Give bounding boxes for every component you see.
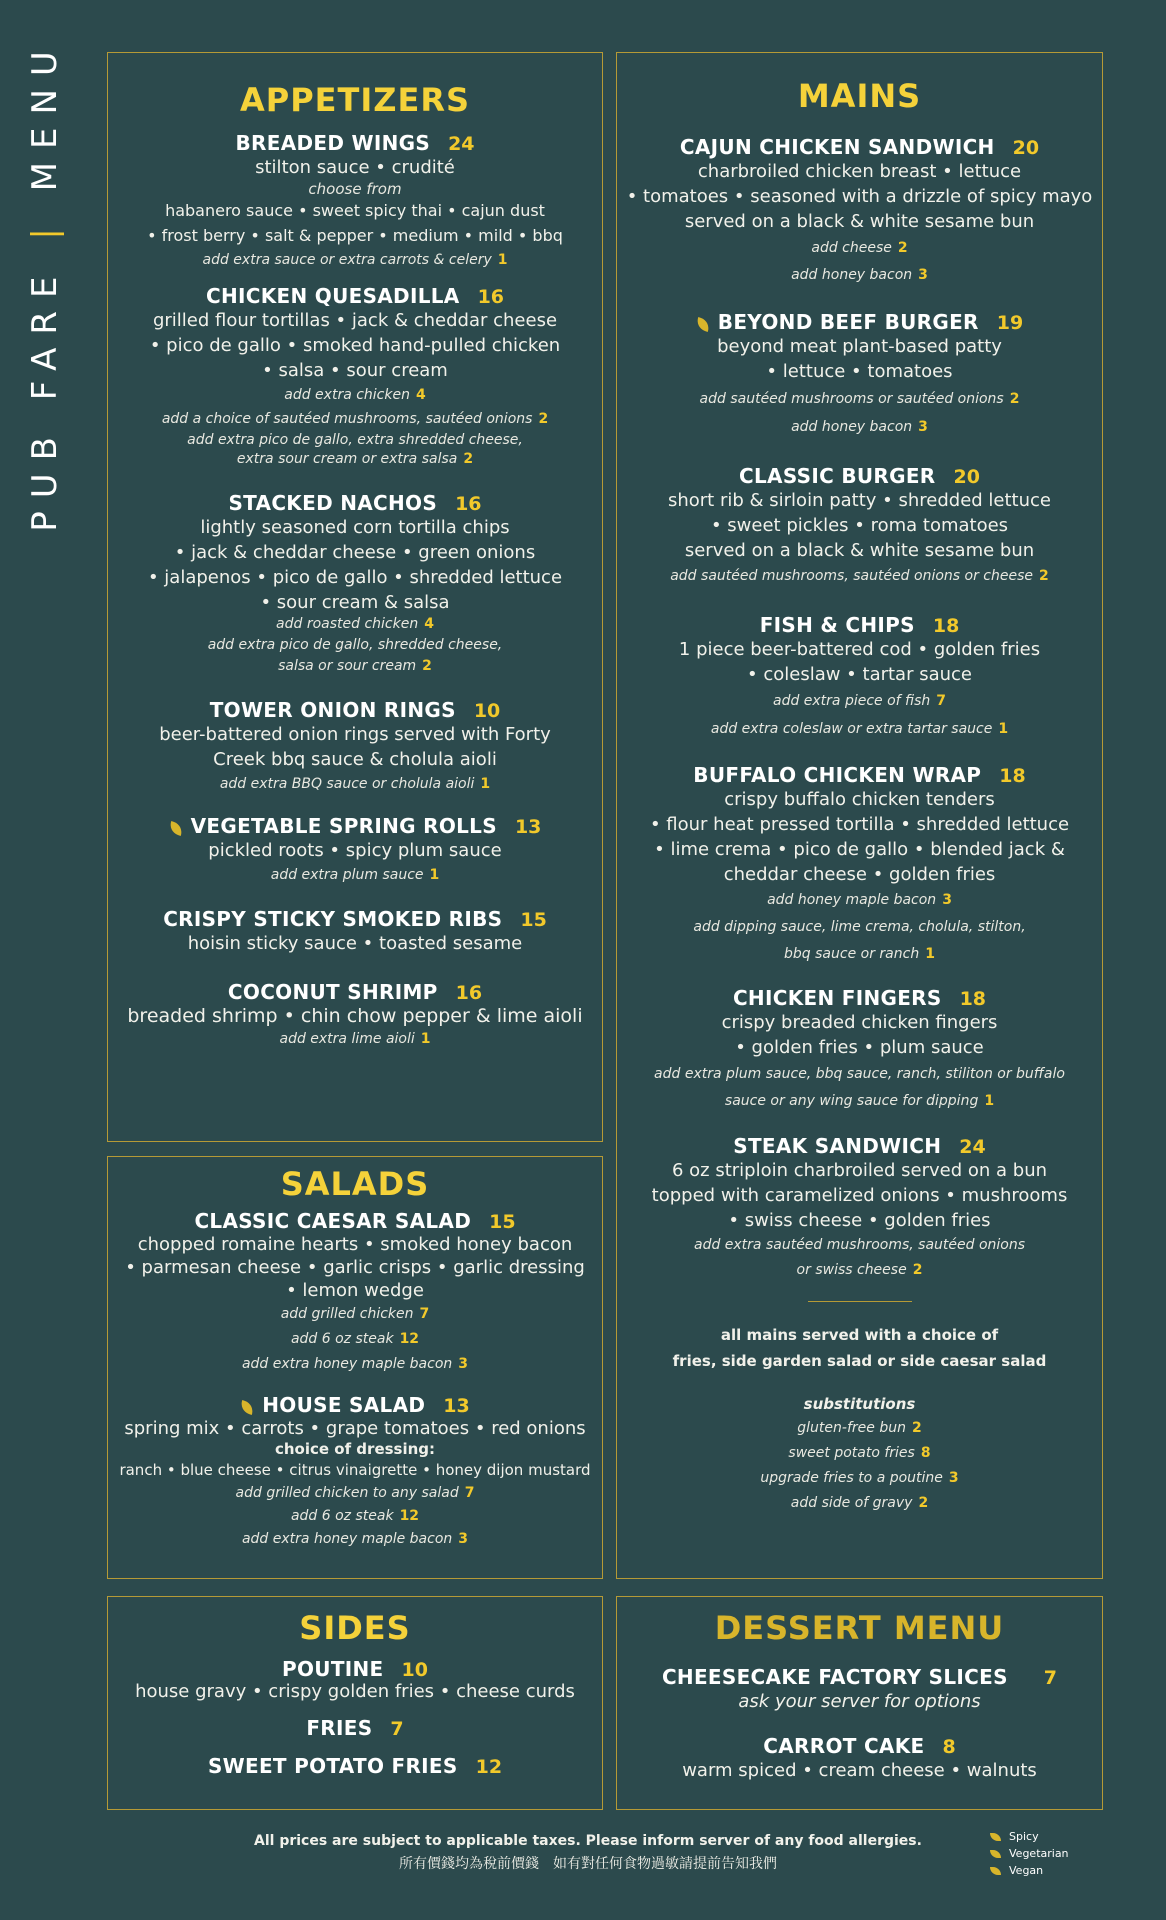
substitution-item: gluten-free bun 2	[797, 1420, 922, 1436]
menu-item-tower-onion-rings	[108, 698, 602, 796]
item-addon: add 6 oz steak 12	[290, 1331, 420, 1347]
item-price: 15	[520, 909, 547, 931]
item-price: 19	[996, 312, 1024, 334]
item-price: 20	[953, 466, 980, 488]
menu-item-crispy-sticky-smoked-ribs	[108, 907, 602, 956]
dietary-legend	[990, 1828, 1069, 1879]
item-addon: add extra piece of fish 7	[772, 693, 947, 709]
vegan-sprout-icon	[990, 1867, 1001, 1875]
item-name: STACKED NACHOS	[228, 491, 438, 515]
vegetarian-leaf-icon	[167, 821, 184, 836]
item-addon: add extra chicken 4	[284, 387, 426, 403]
item-name: CARROT CAKE	[763, 1734, 925, 1758]
appetizers-panel	[107, 52, 603, 1142]
sides-panel	[107, 1596, 603, 1810]
item-description: cheddar cheese • golden fries	[723, 864, 996, 885]
menu-item-carrot-cake	[617, 1734, 1102, 1783]
menu-item-cajun-chicken-sandwich	[617, 135, 1102, 288]
dressing-options: ranch • blue cheese • citrus vinaigrette • honey dijon mustard	[119, 1461, 591, 1479]
legend-vegan: Vegan	[990, 1862, 1069, 1879]
item-addon: add dipping sauce, lime crema, cholula, stilton,	[693, 919, 1026, 935]
menu-item-buffalo-chicken-wrap	[617, 763, 1102, 968]
menu-item-chicken-fingers	[617, 986, 1102, 1114]
item-description: stilton sauce • crudité	[255, 157, 455, 178]
item-price: 10	[473, 700, 501, 722]
item-options: habanero sauce • sweet spicy thai • cajun dust	[165, 201, 545, 220]
item-name: SWEET POTATO FRIES	[207, 1754, 458, 1778]
item-description: • jalapenos • pico de gallo • shredded lettuce	[147, 567, 563, 588]
menu-item-house-salad	[108, 1393, 602, 1551]
item-name: POUTINE	[282, 1657, 384, 1681]
item-description: • jack & cheddar cheese • green onions	[174, 542, 536, 563]
item-description: • tomatoes • seasoned with a drizzle of spicy mayo	[626, 186, 1093, 207]
item-price: 18	[932, 615, 960, 637]
dessert-title: DESSERT MENU	[714, 1609, 1005, 1647]
item-addon: add extra lime aioli 1	[279, 1031, 431, 1047]
item-description: short rib & sirloin patty • shredded lettuce	[667, 490, 1051, 511]
item-description: crispy breaded chicken fingers	[721, 1012, 998, 1033]
item-description: topped with caramelized onions • mushrooms	[651, 1185, 1068, 1206]
dressing-label: choice of dressing:	[274, 1440, 436, 1458]
menu-item-fish-and-chips	[617, 613, 1102, 743]
menu-item-coconut-shrimp	[108, 980, 602, 1049]
substitution-item: upgrade fries to a poutine 3	[760, 1470, 959, 1486]
side-title-part1: PUB FARE	[25, 263, 65, 532]
item-description: grilled flour tortillas • jack & cheddar cheese	[152, 310, 558, 331]
menu-item-cheesecake-factory-slices	[617, 1665, 1102, 1714]
item-description: crispy buffalo chicken tenders	[724, 789, 995, 810]
item-name: BREADED WINGS	[235, 131, 431, 155]
item-addon: add honey bacon 3	[791, 419, 928, 435]
item-price: 16	[477, 286, 505, 308]
item-price: 8	[942, 1736, 956, 1758]
item-description: • sour cream & salsa	[260, 592, 450, 613]
mains-panel	[616, 52, 1103, 1579]
menu-item-chicken-quesadilla	[108, 284, 602, 469]
item-addon: add sautéed mushrooms, sautéed onions or cheese 2	[670, 568, 1049, 584]
item-addon: add honey maple bacon 3	[767, 892, 952, 908]
vegetarian-leaf-icon	[694, 317, 711, 332]
item-name: CHEESECAKE FACTORY SLICES	[661, 1665, 1008, 1689]
item-addon: add extra honey maple bacon 3	[241, 1531, 469, 1547]
item-addon: add extra sautéed mushrooms, sautéed onions	[693, 1237, 1026, 1253]
item-description: breaded shrimp • chin chow pepper & lime aioli	[127, 1005, 583, 1027]
vegetarian-leaf-icon	[239, 1400, 256, 1415]
item-name: BEYOND BEEF BURGER	[717, 310, 979, 334]
item-description: • lettuce • tomatoes	[766, 361, 953, 382]
item-price: 7	[390, 1718, 404, 1740]
appetizers-title: APPETIZERS	[239, 81, 470, 119]
item-name: TOWER ONION RINGS	[209, 698, 456, 722]
item-description: • pico de gallo • smoked hand-pulled chicken	[149, 335, 561, 356]
item-addon: add roasted chicken 4	[276, 616, 434, 632]
item-addon: add sautéed mushrooms or sautéed onions 2	[699, 391, 1020, 407]
item-description: • swiss cheese • golden fries	[728, 1210, 991, 1231]
item-price: 20	[1012, 137, 1040, 159]
item-price: 18	[999, 765, 1026, 787]
substitution-item: sweet potato fries 8	[788, 1445, 931, 1461]
footer-chinese: 所有價錢均為稅前價錢 如有對任何食物過敏請提前告知我們	[399, 1856, 777, 1872]
item-description: • lemon wedge	[286, 1280, 424, 1301]
item-price: 15	[489, 1211, 516, 1233]
legend-vegetarian: Vegetarian	[990, 1845, 1069, 1862]
item-addon: add extra BBQ sauce or cholula aioli 1	[219, 776, 491, 792]
served-with-note	[617, 1322, 1102, 1374]
item-name: CLASSIC CAESAR SALAD	[194, 1209, 472, 1233]
item-addon: add extra plum sauce 1	[270, 867, 440, 883]
item-addon: sauce or any wing sauce for dipping 1	[724, 1093, 995, 1109]
menu-item-poutine	[108, 1657, 602, 1702]
item-choose-label: choose from	[308, 180, 402, 198]
item-name: CHICKEN QUESADILLA	[205, 284, 460, 308]
item-options: • frost berry • salt & pepper • medium • mild • bbq	[147, 226, 563, 245]
item-description: 1 piece beer-battered cod • golden fries	[678, 639, 1041, 660]
item-addon: add grilled chicken to any salad 7	[235, 1485, 475, 1501]
item-addon: add cheese 2	[811, 240, 908, 256]
item-price: 13	[514, 816, 542, 838]
dessert-panel	[616, 1596, 1103, 1810]
item-description: lightly seasoned corn tortilla chips	[200, 517, 510, 538]
spicy-pepper-icon	[990, 1833, 1001, 1841]
item-description: ask your server for options	[738, 1691, 981, 1712]
item-description: beyond meat plant-based patty	[717, 336, 1002, 357]
item-addon: salsa or sour cream 2	[278, 658, 432, 674]
item-addon: add extra pico de gallo, extra shredded cheese,	[187, 432, 523, 448]
item-name: FISH & CHIPS	[759, 613, 915, 637]
item-name: CHICKEN FINGERS	[732, 986, 942, 1010]
item-description: warm spiced • cream cheese • walnuts	[682, 1760, 1037, 1781]
item-name: CRISPY STICKY SMOKED RIBS	[163, 907, 503, 931]
menu-item-breaded-wings	[108, 131, 602, 272]
item-description: • sweet pickles • roma tomatoes	[710, 515, 1009, 536]
item-description: • lime crema • pico de gallo • blended jack &	[654, 839, 1065, 860]
menu-item-fries	[108, 1716, 602, 1740]
substitutions-title: substitutions	[803, 1395, 916, 1413]
item-description: hoisin sticky sauce • toasted sesame	[187, 933, 523, 954]
item-addon: or swiss cheese 2	[796, 1262, 923, 1278]
menu-item-beyond-beef-burger	[617, 310, 1102, 440]
item-description: beer-battered onion rings served with Forty	[159, 724, 551, 745]
item-name: FRIES	[306, 1716, 373, 1740]
item-name: HOUSE SALAD	[262, 1393, 426, 1417]
item-addon: add grilled chicken 7	[280, 1306, 430, 1322]
item-description: pickled roots • spicy plum sauce	[208, 840, 502, 861]
item-addon: extra sour cream or extra salsa 2	[236, 451, 474, 467]
item-price: 12	[475, 1756, 503, 1778]
item-name: VEGETABLE SPRING ROLLS	[190, 814, 497, 838]
item-addon: add extra sauce or extra carrots & celery 1	[202, 252, 508, 268]
menu-item-classic-burger	[617, 464, 1102, 589]
item-price: 7	[1043, 1667, 1058, 1689]
item-description: spring mix • carrots • grape tomatoes • red onions	[124, 1418, 586, 1439]
substitutions	[617, 1392, 1102, 1516]
item-addon: add extra honey maple bacon 3	[241, 1356, 469, 1372]
salads-title: SALADS	[280, 1165, 430, 1203]
item-addon: add honey bacon 3	[791, 267, 928, 283]
item-description: • salsa • sour cream	[262, 360, 448, 381]
item-name: CLASSIC BURGER	[739, 464, 936, 488]
menu-item-sweet-potato-fries	[108, 1754, 602, 1778]
item-price: 10	[401, 1659, 428, 1681]
item-description: chopped romaine hearts • smoked honey bacon	[137, 1234, 573, 1255]
item-addon: add a choice of sautéed mushrooms, sautéed onions 2	[161, 411, 549, 427]
menu-item-classic-caesar-salad	[108, 1209, 602, 1377]
item-description: served on a black & white sesame bun	[684, 540, 1035, 561]
served-with-line: all mains served with a choice of	[720, 1326, 999, 1344]
legend-spicy: Spicy	[990, 1828, 1069, 1845]
item-description: served on a black & white sesame bun	[684, 211, 1035, 232]
vegetarian-leaf-icon	[990, 1850, 1001, 1858]
mains-title: MAINS	[797, 77, 922, 115]
item-description: Creek bbq sauce & cholula aioli	[213, 749, 497, 770]
served-with-line: fries, side garden salad or side caesar salad	[672, 1352, 1047, 1370]
sides-title: SIDES	[299, 1609, 411, 1647]
item-price: 16	[455, 493, 482, 515]
side-title-part2: MENU	[25, 38, 65, 192]
item-addon: add 6 oz steak 12	[290, 1508, 420, 1524]
item-addon: add extra pico de gallo, shredded cheese,	[207, 637, 503, 653]
menu-item-stacked-nachos	[108, 491, 602, 676]
item-price: 24	[448, 133, 475, 155]
item-description: charbroiled chicken breast • lettuce	[697, 161, 1022, 182]
item-price: 16	[455, 982, 483, 1004]
item-description: 6 oz striploin charbroiled served on a bun	[671, 1160, 1048, 1181]
item-addon: bbq sauce or ranch 1	[784, 946, 935, 962]
item-description: house gravy • crispy golden fries • cheese curds	[135, 1681, 575, 1702]
mains-divider	[808, 1301, 912, 1302]
substitution-item: add side of gravy 2	[790, 1495, 929, 1511]
item-description: • golden fries • plum sauce	[735, 1037, 984, 1058]
item-price: 13	[443, 1395, 470, 1417]
side-title	[20, 38, 70, 532]
item-addon: add extra plum sauce, bbq sauce, ranch, stiliton or buffalo	[654, 1066, 1065, 1082]
item-name: CAJUN CHICKEN SANDWICH	[679, 135, 995, 159]
item-price: 18	[959, 988, 987, 1010]
menu-item-steak-sandwich	[617, 1134, 1102, 1283]
salads-panel	[107, 1156, 603, 1579]
menu-item-vegetable-spring-rolls	[108, 814, 602, 887]
item-price: 24	[959, 1136, 986, 1158]
side-title-divider: |	[25, 215, 65, 240]
item-description: • parmesan cheese • garlic crisps • garlic dressing	[125, 1257, 585, 1278]
item-name: BUFFALO CHICKEN WRAP	[693, 763, 982, 787]
item-description: • coleslaw • tartar sauce	[747, 664, 972, 685]
item-name: COCONUT SHRIMP	[227, 980, 438, 1004]
footer-english: All prices are subject to applicable taxes. Please inform server of any food allergies.	[254, 1833, 922, 1849]
item-name: STEAK SANDWICH	[733, 1134, 942, 1158]
item-addon: add extra coleslaw or extra tartar sauce 1	[710, 721, 1009, 737]
item-description: • flour heat pressed tortilla • shredded lettuce	[649, 814, 1070, 835]
menu-vertical-title	[25, 38, 65, 532]
